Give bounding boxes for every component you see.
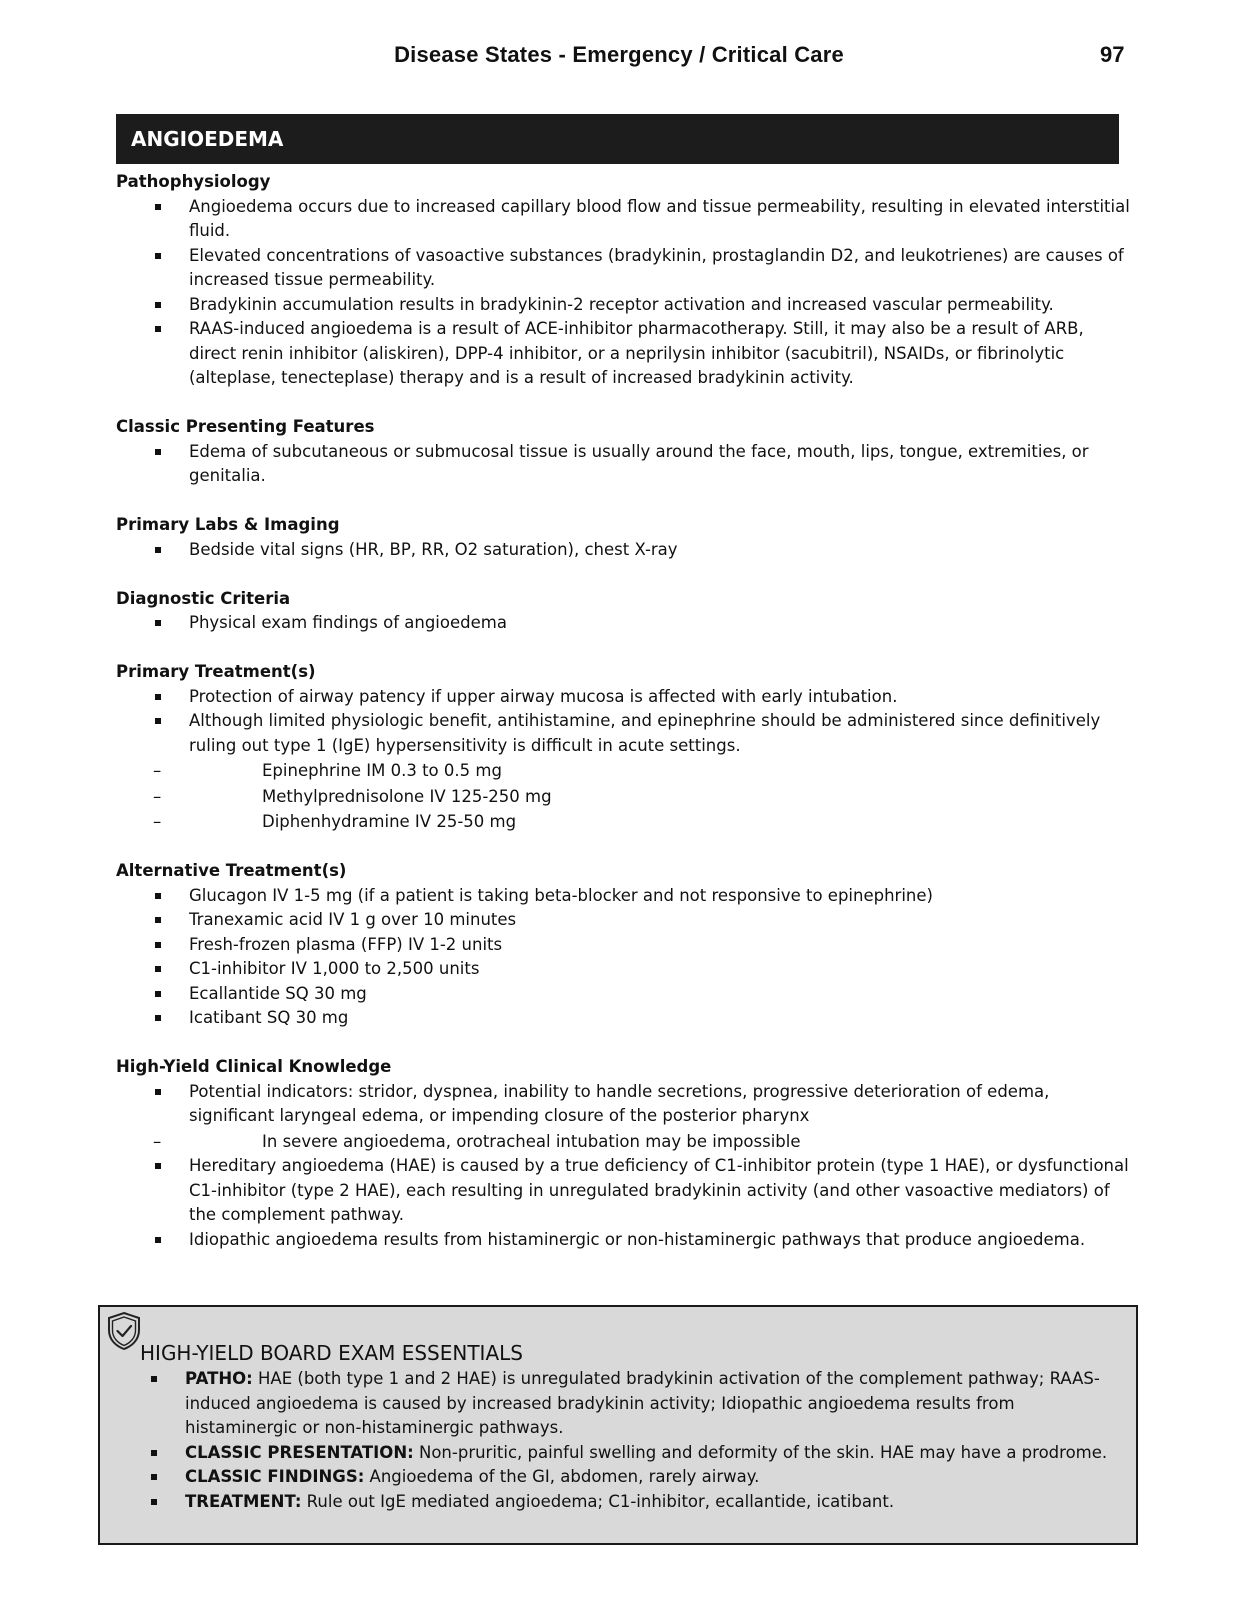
board-item-text: Rule out IgE mediated angioedema; C1-inhibitor, ecallantide, icatibant.: [301, 1491, 895, 1511]
list-item: Bradykinin accumulation results in bradykinin-2 receptor activation and increased vascular permeability.: [116, 293, 1131, 318]
list-item: Bedside vital signs (HR, BP, RR, O2 saturation), chest X-ray: [116, 538, 1131, 563]
list-item: Elevated concentrations of vasoactive substances (bradykinin, prostaglandin D2, and leukotrienes) are causes of increased tissue permeability.: [116, 244, 1131, 293]
list-item: Angioedema occurs due to increased capillary blood flow and tissue permeability, resulting in elevated interstitial fluid.: [116, 195, 1131, 244]
section-diagnostic-criteria: [116, 587, 1131, 636]
sub-list-item: – Epinephrine IM 0.3 to 0.5 mg: [116, 759, 1131, 784]
section-heading: Primary Labs & Imaging: [116, 515, 340, 534]
list-item: Glucagon IV 1-5 mg (if a patient is taking beta-blocker and not responsive to epinephrine): [116, 884, 1131, 909]
section-pathophysiology: [116, 170, 1131, 391]
list-item-text: Although limited physiologic benefit, antihistamine, and epinephrine should be administered since definitively ruling out type 1 (IgE) hypersensitivity is difficult in acute settings.: [189, 711, 1101, 755]
board-item-lead: TREATMENT:: [185, 1491, 302, 1511]
topic-title-bar: [116, 114, 1119, 164]
list-item: C1-inhibitor IV 1,000 to 2,500 units: [116, 957, 1131, 982]
board-item: [112, 1367, 1122, 1441]
board-item-lead: PATHO:: [185, 1369, 253, 1388]
list-item: Fresh-frozen plasma (FFP) IV 1-2 units: [116, 933, 1131, 958]
sub-list-item: – Methylprednisolone IV 125-250 mg: [116, 785, 1131, 810]
board-item: [112, 1441, 1122, 1466]
list-item: Edema of subcutaneous or submucosal tissue is usually around the face, mouth, lips, tongue, extremities, or genitalia.: [116, 440, 1131, 489]
section-heading: Pathophysiology: [116, 172, 271, 191]
sub-list-item: – Diphenhydramine IV 25-50 mg: [116, 810, 1131, 835]
shield-check-icon: [106, 1311, 142, 1351]
board-item: [112, 1465, 1122, 1490]
section-heading: Primary Treatment(s): [116, 662, 316, 681]
section-labs-imaging: [116, 513, 1131, 562]
main-content: [116, 170, 1131, 1277]
board-item-lead: CLASSIC FINDINGS:: [185, 1467, 365, 1486]
list-item: Physical exam findings of angioedema: [116, 611, 1131, 636]
list-item-text: Potential indicators: stridor, dyspnea, inability to handle secretions, progressive deterioration of edema, significant laryngeal edema, or impending closure of the posterior pharynx: [189, 1081, 1050, 1125]
section-heading: High-Yield Clinical Knowledge: [116, 1057, 392, 1076]
list-item: Ecallantide SQ 30 mg: [116, 982, 1131, 1007]
board-item: [112, 1490, 1122, 1515]
running-header: Disease States - Emergency / Critical Care: [394, 42, 844, 67]
list-item: Protection of airway patency if upper airway mucosa is affected with early intubation.: [116, 685, 1131, 710]
sub-list-item: – In severe angioedema, orotracheal intubation may be impossible: [116, 1130, 1131, 1155]
board-essentials-title: HIGH-YIELD BOARD EXAM ESSENTIALS: [140, 1341, 523, 1365]
list-item: Tranexamic acid IV 1 g over 10 minutes: [116, 908, 1131, 933]
section-primary-treatment: [116, 660, 1131, 835]
board-item-text: Angioedema of the GI, abdomen, rarely airway.: [364, 1467, 760, 1486]
section-heading: Classic Presenting Features: [116, 417, 375, 436]
board-essentials-box: [98, 1305, 1138, 1545]
list-item: Hereditary angioedema (HAE) is caused by a true deficiency of C1-inhibitor protein (type 1 HAE), or dysfunctional C1-inhibitor (type 2 HAE), each resulting in unregulated bradykinin activity (and other vasoactive mediators) of the complement pathway.: [116, 1154, 1131, 1228]
list-item: RAAS-induced angioedema is a result of ACE-inhibitor pharmacotherapy. Still, it may also be a result of ARB, direct renin inhibitor (aliskiren), DPP-4 inhibitor, or a neprilysin inhibitor (sacubitril), NSAIDs, or fibrinolytic (alteplase, tenecteplase) therapy and is a result of increased bradykinin activity.: [116, 317, 1131, 391]
page-number: 97: [1100, 42, 1125, 67]
section-heading: Diagnostic Criteria: [116, 588, 291, 608]
board-item-text: Non-pruritic, painful swelling and deformity of the skin. HAE may have a prodrome.: [413, 1442, 1108, 1462]
section-heading: Alternative Treatment(s): [116, 861, 347, 880]
list-item: [116, 1080, 1131, 1155]
list-item: [116, 709, 1131, 835]
board-item-lead: CLASSIC PRESENTATION:: [185, 1442, 414, 1462]
list-item: Idiopathic angioedema results from histaminergic or non-histaminergic pathways that produce angioedema.: [116, 1228, 1131, 1253]
board-item-text: HAE (both type 1 and 2 HAE) is unregulated bradykinin activation of the complement pathway; RAAS-induced angioedema is caused by increased bradykinin activity; Idiopathic angioedema results from histaminergic or non-histaminergic pathways.: [185, 1369, 1100, 1437]
section-alternative-treatment: [116, 859, 1131, 1031]
list-item: Icatibant SQ 30 mg: [116, 1006, 1131, 1031]
section-high-yield-knowledge: [116, 1055, 1131, 1252]
section-presenting-features: [116, 415, 1131, 489]
topic-title: ANGIOEDEMA: [131, 127, 284, 151]
